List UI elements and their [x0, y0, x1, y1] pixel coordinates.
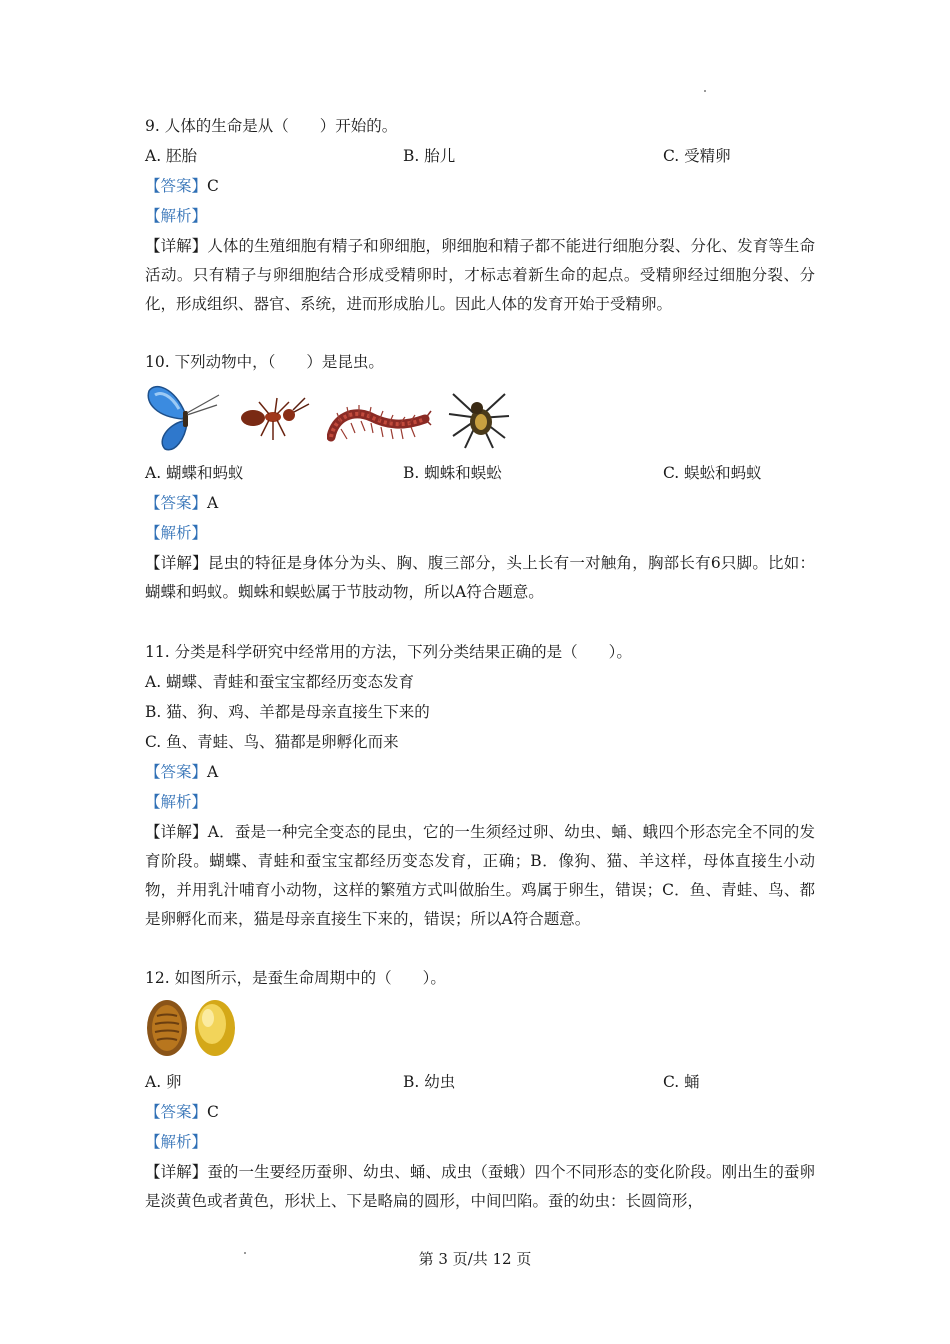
answer-value: A: [207, 494, 219, 512]
option-a: A. 胚胎: [145, 147, 198, 165]
option-a: A. 卵: [145, 1073, 182, 1091]
answer-tag: 【答案】: [145, 1103, 208, 1121]
answer-line: [145, 489, 815, 519]
scan-speck: [704, 90, 706, 92]
option-c: C. 受精卵: [663, 147, 731, 165]
analysis-tag: 【解析】: [145, 793, 208, 811]
option-b: B. 幼虫: [403, 1073, 456, 1091]
pupa-image: [145, 998, 189, 1058]
detail-tag: 【详解】: [145, 823, 208, 841]
detail-tag: 【详解】: [145, 554, 208, 572]
question-stem: 12. 如图所示，是蚕生命周期中的（ ）。: [145, 969, 446, 987]
detail-paragraph: [145, 818, 815, 934]
option-a: A. 蝴蝶和蚂蚁: [145, 464, 244, 482]
answer-line: [145, 758, 815, 788]
detail-paragraph: [145, 549, 815, 607]
question-9: [145, 112, 815, 319]
detail-paragraph: [145, 1158, 815, 1216]
butterfly-image: [145, 383, 223, 453]
detail-text: 昆虫的特征是身体分为头、胸、腹三部分，头上长有一对触角，胸部长有6只脚。比如：蝴蝶和蚂蚁。蜘蛛和蜈蚣属于节肢动物，所以A符合题意。: [145, 554, 815, 601]
detail-tag: 【详解】: [145, 1163, 208, 1181]
page-footer: 第 3 页/共 12 页: [418, 1250, 532, 1268]
option-a: A. 蝴蝶、青蛙和蚕宝宝都经历变态发育: [145, 673, 415, 691]
option-c: C. 蛹: [663, 1073, 700, 1091]
answer-line: [145, 1098, 815, 1128]
answer-value: C: [207, 177, 219, 195]
option-b: B. 猫、狗、鸡、羊都是母亲直接生下来的: [145, 703, 430, 721]
question-12: [145, 964, 815, 1216]
option-c: C. 蜈蚣和蚂蚁: [663, 464, 762, 482]
centipede-image: [327, 387, 433, 449]
answer-tag: 【答案】: [145, 763, 208, 781]
answer-tag: 【答案】: [145, 177, 208, 195]
analysis-tag: 【解析】: [145, 1133, 208, 1151]
question-stem: 10. 下列动物中，（ ）是昆虫。: [145, 353, 384, 371]
answer-value: C: [207, 1103, 219, 1121]
answer-line: [145, 172, 815, 202]
option-c: C. 鱼、青蛙、鸟、猫都是卵孵化而来: [145, 733, 399, 751]
detail-tag: 【详解】: [145, 237, 208, 255]
animal-images: [145, 380, 815, 456]
question-11: [145, 638, 815, 934]
option-row: [145, 142, 815, 172]
option-row: [145, 459, 815, 489]
option-row: [145, 1068, 815, 1098]
question-stem: 11. 分类是科学研究中经常用的方法，下列分类结果正确的是（ ）。: [145, 643, 632, 661]
answer-value: A: [207, 763, 219, 781]
spider-image: [447, 386, 511, 450]
detail-text: A．蚕是一种完全变态的昆虫，它的一生须经过卵、幼虫、蛹、蛾四个形态完全不同的发育阶段。蝴蝶、青蛙和蚕宝宝都经历变态发育，正确；B．像狗、猫、羊这样，母体直接生小动物，并用乳汁哺育小动物，这样的繁殖方式叫做胎生。鸡属于卵生，错误；C．鱼、青蛙、鸟、都是卵孵化而来，猫是母亲直接生下来的，错误；所以A符合题意。: [145, 823, 815, 928]
analysis-tag: 【解析】: [145, 207, 208, 225]
detail-paragraph: [145, 232, 815, 319]
question-stem: 9. 人体的生命是从（ ）开始的。: [145, 117, 398, 135]
option-b: B. 胎儿: [403, 147, 456, 165]
cocoon-image: [193, 998, 237, 1058]
question-10: [145, 348, 815, 607]
option-b: B. 蜘蛛和蜈蚣: [403, 464, 502, 482]
silkworm-pupa-images: [145, 996, 815, 1060]
detail-text: 人体的生殖细胞有精子和卵细胞，卵细胞和精子都不能进行细胞分裂、分化、发育等生命活动。只有精子与卵细胞结合形成受精卵时，才标志着新生命的起点。受精卵经过细胞分裂、分化，形成组织、器官、系统，进而形成胎儿。因此人体的发育开始于受精卵。: [145, 237, 815, 313]
analysis-tag: 【解析】: [145, 524, 208, 542]
answer-tag: 【答案】: [145, 494, 208, 512]
detail-text: 蚕的一生要经历蚕卵、幼虫、蛹、成虫（蚕蛾）四个不同形态的变化阶段。刚出生的蚕卵是淡黄色或者黄色，形状上、下是略扁的圆形，中间凹陷。蚕的幼虫：长圆筒形，: [145, 1163, 815, 1210]
ant-image: [237, 388, 313, 448]
